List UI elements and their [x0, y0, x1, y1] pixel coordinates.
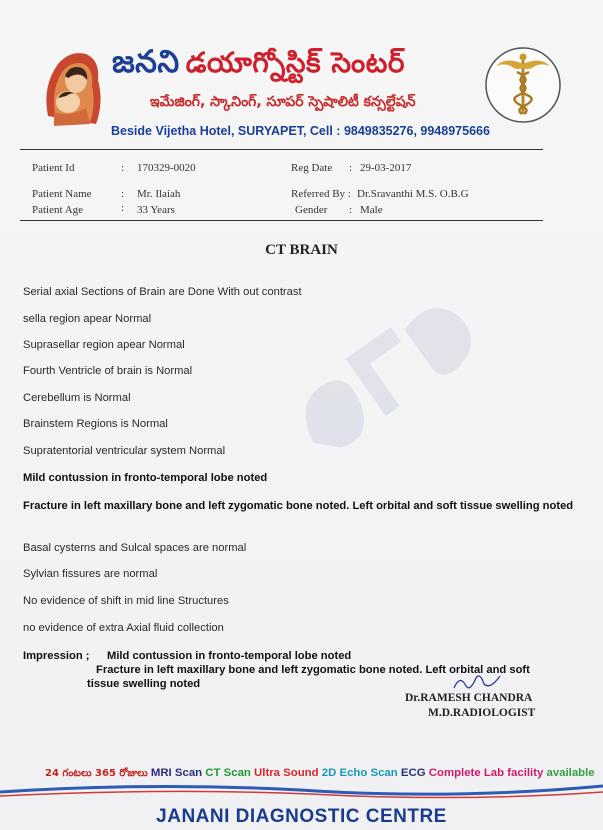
colon: :	[121, 162, 125, 174]
janani-watermark-icon	[270, 280, 500, 480]
referred-by-label: Referred By :	[291, 188, 351, 200]
colon: :	[349, 204, 353, 216]
finding-line: sella region apear Normal	[23, 313, 152, 325]
ct-text: CT Scan	[205, 767, 251, 779]
reg-date-value: 29-03-2017	[360, 162, 412, 174]
echo-text: 2D Echo Scan	[321, 767, 398, 779]
doctor-title: M.D.RADIOLOGIST	[428, 707, 536, 719]
address-line: Beside Vijetha Hotel, SURYAPET, Cell : 9849835276, 9948975666	[111, 124, 490, 138]
impression-line: Mild contussion in fronto-temporal lobe noted	[107, 650, 352, 662]
brand-tagline: ఇమేజింగ్, స్కానింగ్, సూపర్ స్పెషాలిటీ కన్సల్టేషన్	[150, 94, 416, 110]
available-text: available	[546, 767, 595, 779]
patient-id-label: Patient Id	[32, 162, 75, 174]
ultrasound-text: Ultra Sound	[254, 767, 319, 779]
colon: :	[349, 162, 353, 174]
hours-text: 24 గంటలు 365 రోజులు	[45, 768, 148, 779]
impression-line: Fracture in left maxillary bone and left zygomatic bone noted. Left orbital and soft	[96, 664, 530, 676]
patient-divider	[20, 220, 543, 221]
patient-name-label: Patient Name	[32, 188, 92, 200]
finding-line: Fourth Ventricle of brain is Normal	[23, 365, 193, 377]
patient-name-value: Mr. Ilaiah	[137, 188, 181, 200]
finding-line: Fracture in left maxillary bone and left zygomatic bone noted. Left orbital and soft tissue swelling noted	[23, 500, 574, 512]
colon: :	[121, 188, 125, 200]
services-line	[45, 767, 595, 781]
finding-line: Sylvian fissures are normal	[23, 568, 158, 580]
doctor-name: Dr.RAMESH CHANDRA	[405, 692, 533, 704]
finding-line: Mild contussion in fronto-temporal lobe noted	[23, 472, 268, 484]
finding-line: Brainstem Regions is Normal	[23, 418, 168, 430]
finding-line: No evidence of shift in mid line Structures	[23, 595, 229, 607]
lab-text: Complete Lab facility	[428, 767, 544, 779]
gender-label: Gender	[295, 204, 328, 216]
impression-line: tissue swelling noted	[87, 678, 201, 690]
brand-name: జనని డయాగ్నోస్టిక్ సెంటర్	[112, 44, 405, 80]
header-divider	[20, 149, 543, 150]
finding-line: Cerebellum is Normal	[23, 392, 131, 404]
signature-scribble-icon	[450, 670, 510, 694]
centre-name: JANANI DIAGNOSTIC CENTRE	[156, 806, 447, 827]
impression-label: Impression ;	[23, 650, 90, 662]
finding-line: Supratentorial ventricular system Normal	[23, 445, 226, 457]
footer-swoosh-icon	[0, 780, 603, 806]
ecg-text: ECG	[400, 767, 426, 779]
finding-line: Serial axial Sections of Brain are Done With out contrast	[23, 286, 302, 298]
finding-line: no evidence of extra Axial fluid collection	[23, 622, 224, 634]
mri-text: MRI Scan	[150, 767, 203, 779]
caduceus-emblem-icon	[484, 46, 562, 124]
patient-age-label: Patient Age	[32, 204, 84, 216]
colon: :	[121, 202, 125, 214]
referred-by-value: Dr.Sravanthi M.S. O.B.G	[357, 188, 469, 200]
finding-line: Suprasellar region apear Normal	[23, 339, 185, 351]
patient-age-value: 33 Years	[137, 204, 175, 216]
reg-date-label: Reg Date	[291, 162, 333, 174]
finding-line: Basal cysterns and Sulcal spaces are normal	[23, 542, 247, 554]
gender-value: Male	[360, 204, 383, 216]
report-title: CT BRAIN	[265, 242, 338, 258]
patient-id-value: 170329-0020	[137, 162, 196, 174]
mother-child-logo-icon	[40, 46, 106, 128]
